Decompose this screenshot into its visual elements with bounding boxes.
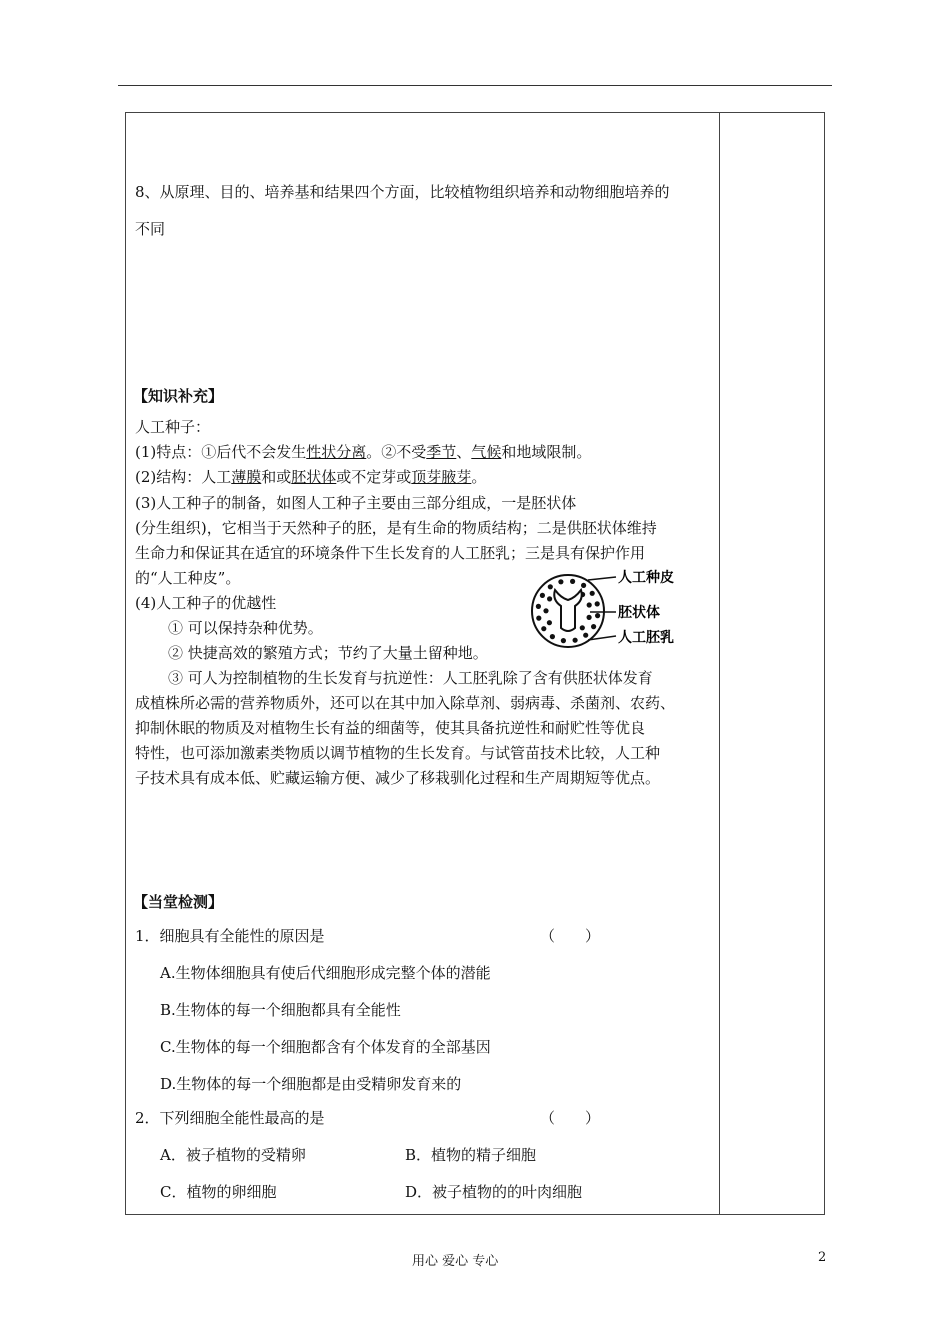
label-embryoid: 胚状体 xyxy=(618,605,660,621)
supplement-heading: 【知识补充】 xyxy=(133,387,224,405)
supplement-p3-line3: 生命力和保证其在适宜的环境条件下生长发育的人工胚乳；三是具有保护作用 xyxy=(135,544,646,562)
q1-option-d: D.生物体的每一个细胞都是由受精卵发育来的 xyxy=(160,1075,462,1093)
advantage-3-line2: 成植株所必需的营养物质外，还可以在其中加入除草剂、弱病毒、杀菌剂、农药、 xyxy=(135,694,676,712)
endosperm-dot xyxy=(583,633,588,638)
endosperm-dot xyxy=(595,613,600,618)
artificial-seed-diagram xyxy=(530,568,690,654)
advantage-3-line4: 特性，也可添加激素类物质以调节植物的生长发育。与试管苗技术比较，人工种 xyxy=(135,744,661,762)
endosperm-dot xyxy=(570,579,575,584)
advantage-3-line5: 子技术具有成本低、贮藏运输方便、减少了移栽驯化过程和生产周期短等优点。 xyxy=(135,769,661,787)
endosperm-dot xyxy=(581,583,586,588)
supplement-p3-line1: (3)人工种子的制备，如图人工种子主要由三部分组成，一是胚状体 xyxy=(135,494,577,512)
advantage-2: ② 快捷高效的繁殖方式；节约了大量土留种地。 xyxy=(168,644,488,662)
advantage-3-line3: 抑制休眠的物质及对植物生长有益的细菌等，使其具备抗逆性和耐贮性等优良 xyxy=(135,719,646,737)
supplement-title: 人工种子： xyxy=(135,418,211,436)
endosperm-dot xyxy=(580,625,585,630)
footer-slogan: 用心 爱心 专心 xyxy=(412,1254,499,1269)
label-artificial-endosperm: 人工胚乳 xyxy=(618,630,674,646)
advantage-3-line1: ③ 可人为控制植物的生长发育与抗逆性：人工胚乳除了含有供胚状体发育 xyxy=(168,669,653,687)
test-heading: 【当堂检测】 xyxy=(133,893,224,911)
endosperm-dot xyxy=(573,638,578,643)
endosperm-dot xyxy=(595,601,600,606)
q2-option-c: C．植物的卵细胞 xyxy=(160,1183,277,1201)
supplement-p2: (2)结构：人工薄膜和或胚状体或不定芽或顶芽腋芽。 xyxy=(135,468,487,486)
supplement-p3-line4: 的“人工种皮”。 xyxy=(135,569,241,587)
endosperm-dot xyxy=(547,620,552,625)
endosperm-dot xyxy=(548,584,553,589)
q1-option-b: B.生物体的每一个细胞都具有全能性 xyxy=(160,1001,401,1019)
endosperm-dot xyxy=(558,579,563,584)
endosperm-dot xyxy=(541,626,546,631)
endosperm-dot xyxy=(536,616,541,621)
endosperm-dot xyxy=(547,596,552,601)
q8-line1: 8、从原理、目的、培养基和结果四个方面，比较植物组织培养和动物细胞培养的 xyxy=(135,183,670,201)
column-divider xyxy=(719,113,720,1214)
q2-option-d: D．被子植物的的叶肉细胞 xyxy=(405,1183,583,1201)
q1-option-a: A.生物体细胞具有使后代细胞形成完整个体的潜能 xyxy=(160,964,491,982)
q1-option-c: C.生物体的每一个细胞都含有个体发育的全部基因 xyxy=(160,1038,491,1056)
advantage-1: ① 可以保持杂种优势。 xyxy=(168,619,323,637)
q8-line2: 不同 xyxy=(135,220,166,238)
coat-pointer xyxy=(588,577,616,580)
label-artificial-coat: 人工种皮 xyxy=(618,570,674,586)
endosperm-dot xyxy=(561,638,566,643)
page-number: 2 xyxy=(818,1250,827,1265)
endosperm-dot xyxy=(591,624,596,629)
header-rule xyxy=(118,85,832,86)
supplement-p4-title: (4)人工种子的优越性 xyxy=(135,594,277,612)
supplement-p1: (1)特点：①后代不会发生性状分离。②不受季节、气候和地域限制。 xyxy=(135,443,592,461)
q2-answer-bracket[interactable]: （ ） xyxy=(540,1109,601,1127)
endosperm-dot xyxy=(587,602,592,607)
q1-stem: 1．细胞具有全能性的原因是 xyxy=(135,927,325,945)
endosperm-dot xyxy=(590,591,595,596)
endosperm-dot xyxy=(550,634,555,639)
endosperm-dot xyxy=(543,608,548,613)
endosperm-dot xyxy=(587,615,592,620)
supplement-p3-line2: (分生组织)，它相当于天然种子的胚，是有生命的物质结构；二是供胚状体维持 xyxy=(135,519,657,537)
q1-answer-bracket[interactable]: （ ） xyxy=(540,927,601,945)
endosperm-dot xyxy=(536,604,541,609)
q2-stem: 2．下列细胞全能性最高的是 xyxy=(135,1109,325,1127)
q2-option-b: B．植物的精子细胞 xyxy=(405,1146,537,1164)
endosperm-dot xyxy=(540,593,545,598)
q2-option-a: A．被子植物的受精卵 xyxy=(160,1146,306,1164)
